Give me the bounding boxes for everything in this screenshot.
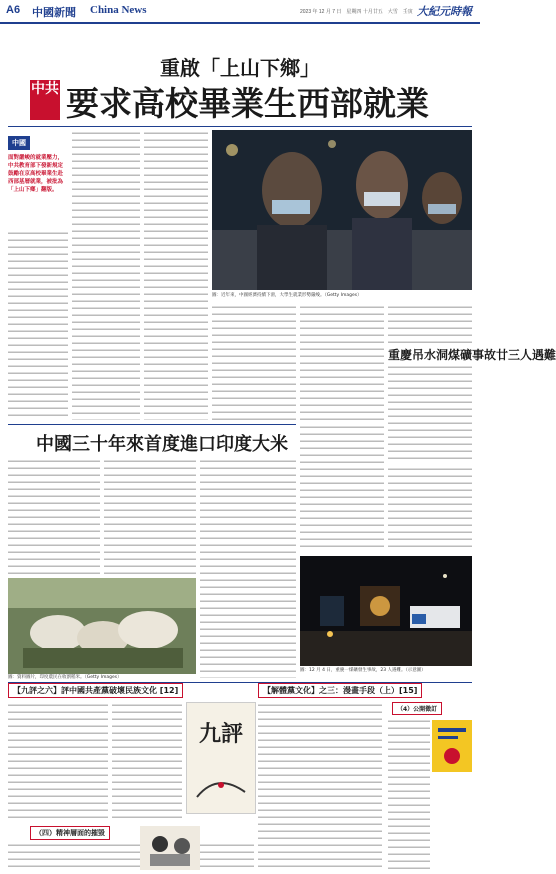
article3-body-col2 [104, 458, 196, 574]
lead-summary: 面對嚴峻的就業壓力，中共教育部下發新規定鼓勵在京高校畢業生赴西部基層就業，被批為「上山下鄉」翻版。 [8, 155, 64, 193]
issue-date: 2023 年 12 月 7 日 星期四 十月廿五 大雪 壬寅 [300, 9, 413, 15]
article3-body-col1 [8, 458, 100, 574]
bottom-right-body [258, 702, 382, 870]
main-photo-caption: 圖：近年來，中國經濟持續下滑，大學生就業形勢嚴峻。（Getty Images） [212, 293, 362, 298]
bottom-illustration [140, 826, 200, 870]
category-label-wrap [8, 130, 68, 150]
ad-book-cover [432, 720, 472, 772]
section-title: 中國新聞 [32, 7, 76, 19]
cartoon-illustration-icon [140, 826, 200, 870]
crowd-photo-icon [212, 130, 472, 290]
divider [8, 126, 472, 127]
article3-photo [8, 578, 196, 674]
article2-headline: 重慶吊水洞煤礦事故廿三人遇難 [388, 348, 556, 362]
main-article-body-col6 [388, 304, 472, 344]
divider [8, 424, 296, 425]
masthead-logo: 大紀元時報 [417, 5, 472, 18]
bottom-left-body-col2 [112, 702, 182, 822]
bottom-left-body-footer [8, 842, 254, 870]
bottom-left-title: 【九評之六】評中國共產黨破壞民族文化 [12] [8, 683, 183, 698]
article3-photo-caption: 圖：資料圖片，印度農民在收割稻米。（Getty Images） [8, 675, 122, 680]
article2-photo-caption: 圖：12 月 4 日，重慶一煤礦發生事故，23 人遇難。（示意圖） [300, 668, 426, 673]
night-scene-photo-icon [300, 556, 472, 666]
bottom-right-band [258, 683, 422, 697]
article3-headline: 中國三十年來首度進口印度大米 [36, 434, 288, 455]
article2-body-col1 [388, 364, 472, 464]
rice-farm-photo-icon [8, 578, 196, 674]
article2-photo [300, 556, 472, 666]
category-label: 中國 [8, 136, 30, 150]
book-cover-icon [432, 720, 472, 772]
bottom-left-subtitle: （四）精神層面的摧毀 [30, 826, 110, 840]
main-photo [212, 130, 472, 290]
ad-body [388, 718, 430, 870]
kicker: 重啟「上山下鄉」 [160, 56, 320, 80]
page-number: A6 [6, 4, 21, 16]
main-article-body-col1 [8, 230, 68, 420]
main-article-body-col5 [300, 304, 384, 420]
bottom-left-band [8, 683, 183, 697]
page-header [0, 0, 480, 24]
article3-body-col3 [200, 458, 296, 678]
section-tag: 中共 [30, 80, 60, 120]
ad-title: （4）公開徵訂 [392, 702, 442, 715]
ink-brush-icon [187, 767, 255, 807]
article2-body-col2 [388, 466, 472, 552]
main-article-body-col2 [72, 130, 140, 420]
section-title-en: China News [90, 4, 147, 16]
bottom-right-title: 【解體黨文化】之三：漫畫手段（上）[15] [258, 683, 422, 698]
book-title: 九評 [198, 721, 243, 747]
main-article-body-col4 [212, 304, 296, 420]
book-cover [186, 702, 256, 814]
bottom-left-body-col1 [8, 702, 108, 822]
main-headline: 要求高校畢業生西部就業 [66, 84, 429, 123]
main-article-body-col3 [144, 130, 208, 420]
article2-body-col0 [300, 424, 384, 552]
